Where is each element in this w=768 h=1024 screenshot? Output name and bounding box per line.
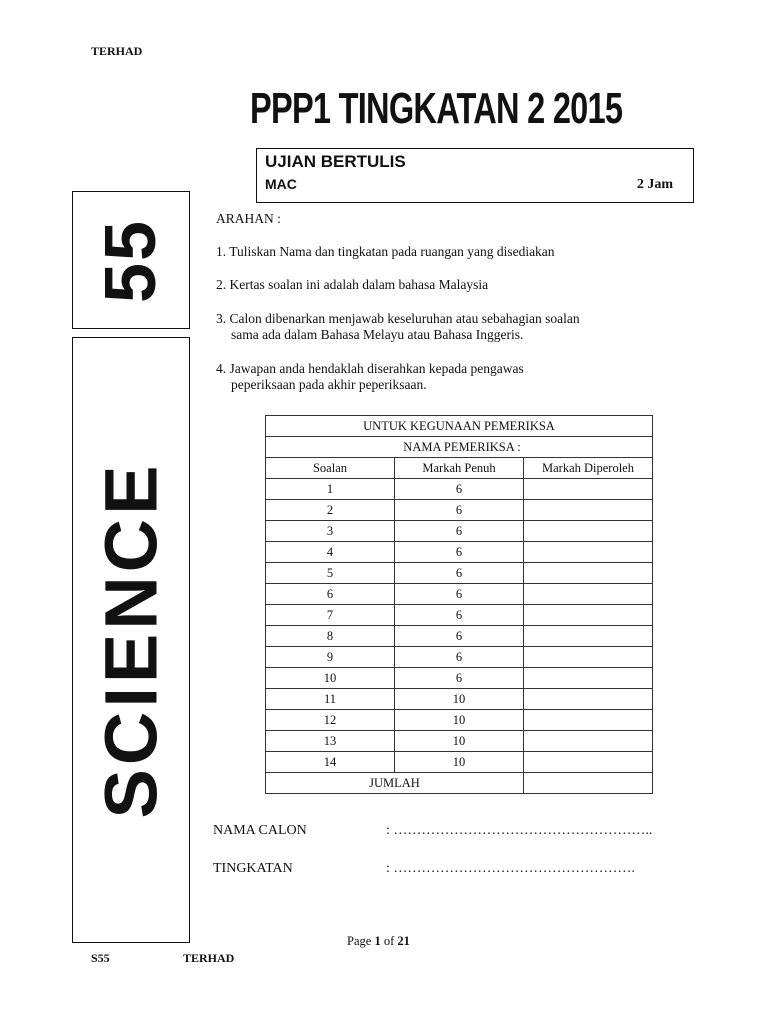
subject-box <box>72 337 190 943</box>
exam-type: UJIAN BERTULIS <box>265 152 406 171</box>
full-mark: 10 <box>395 710 524 731</box>
obtained-mark <box>524 731 653 752</box>
instruction-item: 3. Calon dibenarkan menjawab keseluruhan atau sebahagian soalan sama ada dalam Bahasa Melayu atau Bahasa Inggeris. <box>216 311 580 342</box>
question-number: 5 <box>266 563 395 584</box>
full-mark: 10 <box>395 752 524 773</box>
candidate-name-line: : ……………………………………………….. <box>386 823 653 838</box>
full-mark: 6 <box>395 626 524 647</box>
question-number: 8 <box>266 626 395 647</box>
footer-paper-code: S55 <box>91 951 110 965</box>
form-line: : ……………………………………………. <box>386 861 635 876</box>
obtained-mark <box>524 668 653 689</box>
full-mark: 6 <box>395 668 524 689</box>
table-row <box>266 752 653 773</box>
obtained-mark <box>524 626 653 647</box>
question-number: 7 <box>266 605 395 626</box>
question-number: 13 <box>266 731 395 752</box>
full-mark: 6 <box>395 605 524 626</box>
obtained-mark <box>524 542 653 563</box>
table-row <box>266 731 653 752</box>
full-mark: 6 <box>395 500 524 521</box>
full-mark: 6 <box>395 542 524 563</box>
obtained-mark <box>524 689 653 710</box>
footer-classification: TERHAD <box>183 951 235 965</box>
question-number: 2 <box>266 500 395 521</box>
full-mark: 6 <box>395 647 524 668</box>
obtained-mark <box>524 647 653 668</box>
total-label: JUMLAH <box>266 773 524 794</box>
full-mark: 6 <box>395 521 524 542</box>
obtained-mark <box>524 521 653 542</box>
column-header: Soalan <box>266 458 395 479</box>
full-mark: 6 <box>395 563 524 584</box>
exam-info-box <box>256 148 694 203</box>
table-row <box>266 710 653 731</box>
question-number: 3 <box>266 521 395 542</box>
form-label: TINGKATAN <box>213 861 293 876</box>
obtained-mark <box>524 710 653 731</box>
full-mark: 6 <box>395 479 524 500</box>
table-row <box>266 605 653 626</box>
full-mark: 10 <box>395 689 524 710</box>
document-title: PPP1 TINGKATAN 2 2015 <box>250 84 623 133</box>
question-number: 12 <box>266 710 395 731</box>
page-number: Page 1 of 21 <box>347 934 410 948</box>
candidate-name-label: NAMA CALON <box>213 823 307 838</box>
table-row <box>266 584 653 605</box>
total-value-cell <box>524 773 653 794</box>
instruction-item: 1. Tuliskan Nama dan tingkatan pada ruangan yang disediakan <box>216 244 555 259</box>
table-row <box>266 542 653 563</box>
paper-code-box <box>72 191 190 329</box>
question-number: 6 <box>266 584 395 605</box>
table-row <box>266 563 653 584</box>
instructions-heading: ARAHAN : <box>216 211 281 226</box>
question-number: 11 <box>266 689 395 710</box>
table-row <box>266 647 653 668</box>
table-title: UNTUK KEGUNAAN PEMERIKSA <box>266 416 653 437</box>
obtained-mark <box>524 563 653 584</box>
table-row <box>266 668 653 689</box>
obtained-mark <box>524 752 653 773</box>
instruction-item: 2. Kertas soalan ini adalah dalam bahasa Malaysia <box>216 277 489 292</box>
table-row <box>266 521 653 542</box>
obtained-mark <box>524 479 653 500</box>
paper-code: 55 <box>91 218 171 304</box>
table-row <box>266 479 653 500</box>
table-row <box>266 500 653 521</box>
examiner-name-label: NAMA PEMERIKSA : <box>266 437 653 458</box>
obtained-mark <box>524 584 653 605</box>
column-header: Markah Diperoleh <box>524 458 653 479</box>
exam-duration: 2 Jam <box>636 177 673 192</box>
examiner-marks-table <box>265 415 653 794</box>
question-number: 10 <box>266 668 395 689</box>
instruction-item: 4. Jawapan anda hendaklah diserahkan kepada pengawas peperiksaan pada akhir peperiksaan. <box>216 361 524 392</box>
obtained-mark <box>524 605 653 626</box>
question-number: 9 <box>266 647 395 668</box>
classification-header: TERHAD <box>91 44 143 58</box>
column-header: Markah Penuh <box>395 458 524 479</box>
question-number: 14 <box>266 752 395 773</box>
table-row <box>266 689 653 710</box>
full-mark: 10 <box>395 731 524 752</box>
full-mark: 6 <box>395 584 524 605</box>
obtained-mark <box>524 500 653 521</box>
question-number: 4 <box>266 542 395 563</box>
question-number: 1 <box>266 479 395 500</box>
table-row <box>266 626 653 647</box>
exam-month: MAC <box>265 176 297 192</box>
subject-name: SCIENCE <box>89 461 173 819</box>
